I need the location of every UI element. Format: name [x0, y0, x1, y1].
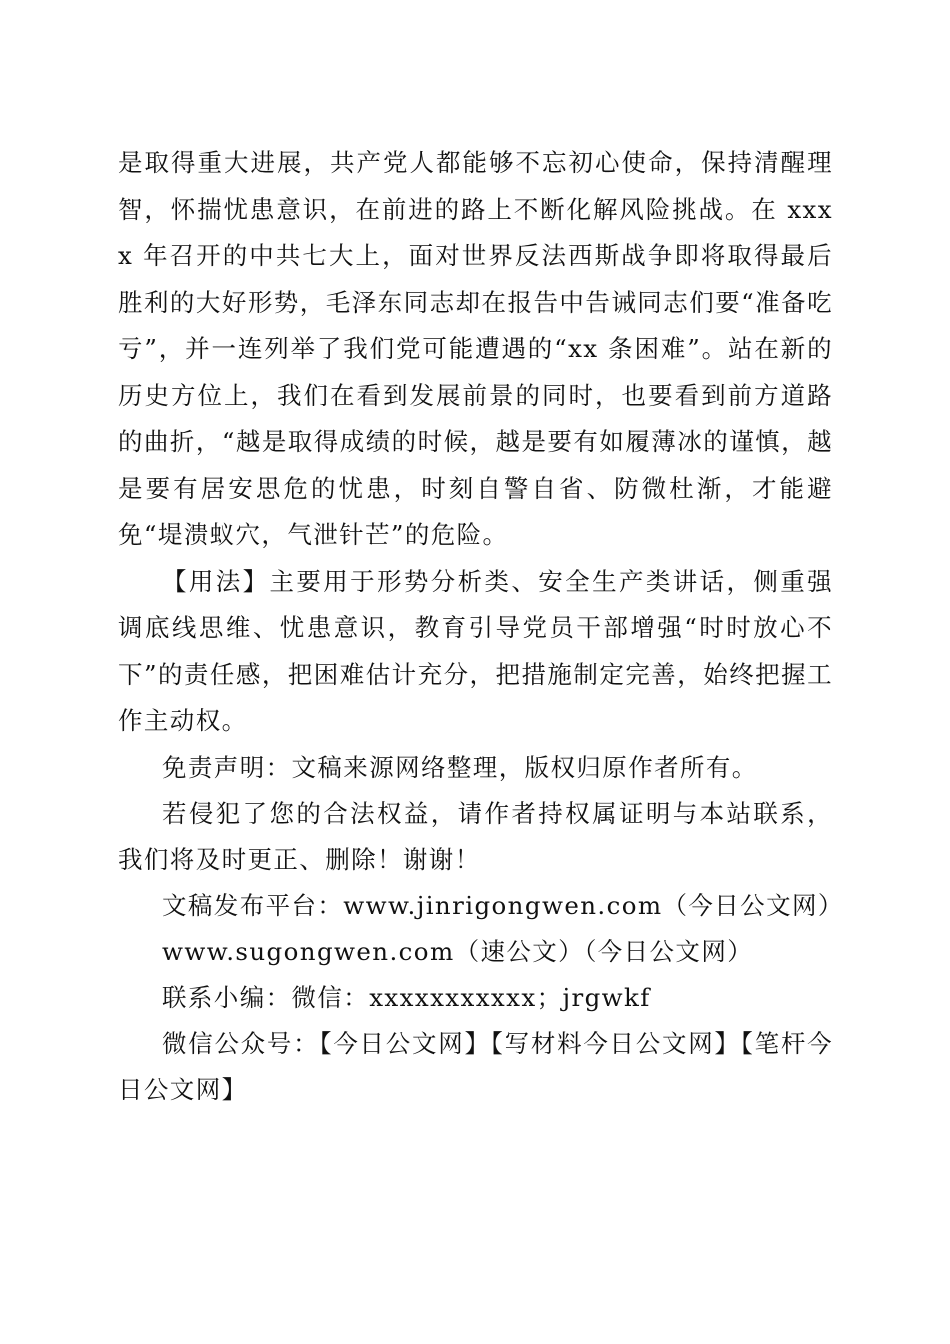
- publish-platform: 文稿发布平台：www.jinrigongwen.com（今日公文网）: [162, 890, 844, 920]
- disclaimer-text: 免责声明：文稿来源网络整理，版权归原作者所有。: [162, 752, 758, 782]
- contact-editor: 联系小编：微信：xxxxxxxxxxx；jrgwkf: [162, 982, 651, 1012]
- body-paragraph-usage: 【用法】主要用于形势分析类、安全生产类讲话，侧重强调底线思维、忧患意识，教育引导党员干部增强“时时放心不下”的责任感，把困难估计充分，把措施制定完善，始终把握工作主动权。: [118, 566, 833, 735]
- wechat-accounts: 微信公众号：【今日公文网】【写材料今日公文网】【笔杆今日公文网】: [118, 1028, 833, 1104]
- body-paragraph-continuation: 是取得重大进展，共产党人都能够不忘初心使命，保持清醒理智，怀揣忧患意识，在前进的路上不断化解风险挑战。在 xxxx 年召开的中共七大上，面对世界反法西斯战争即将取得最后胜利的大好形势，毛泽东同志却在报告中告诫同志们要“准备吃亏”，并一连列举了我们党可能遭遇的“xx 条困难”。站在新的历史方位上，我们在看到发展前景的同时，也要看到前方道路的曲折，“越是取得成绩的时候，越是要有如履薄冰的谨慎，越是要有居安思危的忧患，时刻自警自省、防微杜渐，才能避免“堤溃蚁穴，气泄针芒”的危险。: [118, 148, 833, 549]
- publish-platform-secondary: www.sugongwen.com（速公文）（今日公文网）: [162, 936, 754, 966]
- document-page: [118, 140, 844, 1113]
- infringement-notice: 若侵犯了您的合法权益，请作者持权属证明与本站联系，我们将及时更正、删除！谢谢！: [118, 798, 833, 874]
